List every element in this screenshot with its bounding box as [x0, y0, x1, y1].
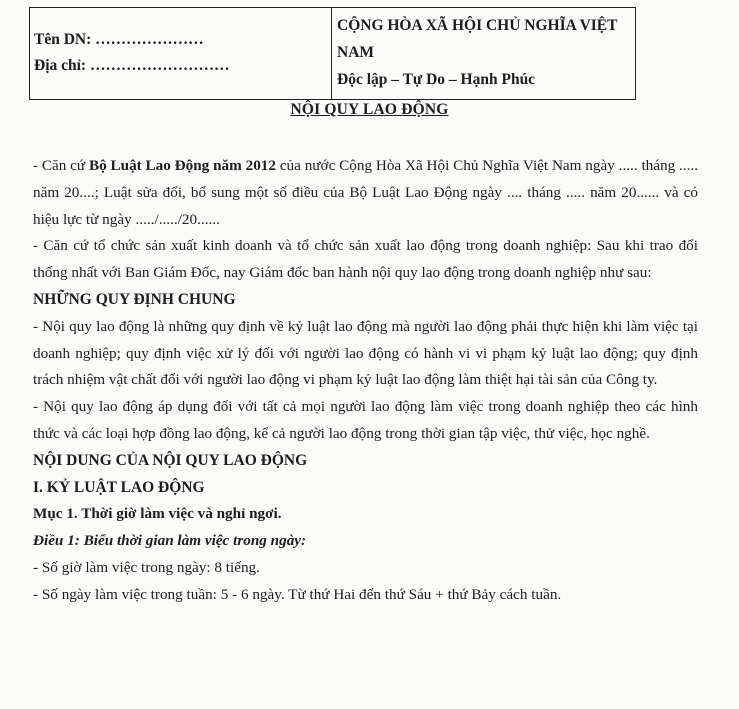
general-paragraph-1: - Nội quy lao động là những quy định về kỷ luật lao động mà người lao động phải thực hiện khi làm việc tại doanh nghiệp; quy định việc xử lý đối với người lao động có hành vi vi phạm kỷ luật lao động; quy định trách nhiệm vật chất đối với người lao động vi phạm kỷ luật lao động làm thiệt hại tài sản của Công ty. — [33, 317, 698, 389]
address-line: Địa chỉ: ……………………… — [34, 57, 230, 74]
document-title: NỘI QUY LAO ĐỘNG — [290, 101, 449, 118]
muc-1-heading: Mục 1. Thời giờ làm việc và nghỉ ngơi. — [33, 505, 282, 523]
republic-title: CỘNG HÒA XÃ HỘI CHỦ NGHĨA VIỆT NAM — [337, 17, 618, 61]
national-motto — [332, 8, 635, 99]
general-heading: NHỮNG QUY ĐỊNH CHUNG — [33, 290, 236, 308]
law-name: Bộ Luật Lao Động năm 2012 — [88, 157, 276, 174]
general-paragraph-2: - Nội quy lao động áp dụng đối với tất cả mọi người lao động làm việc trong doanh nghiệp theo các hình thức và các loại hợp đồng lao động, kể cả người lao động trong thời gian tập việc, thử việc, học nghề. — [33, 398, 698, 442]
header-table — [29, 7, 636, 100]
dieu-1-heading: Điều 1: Biểu thời gian làm việc trong ngày: — [33, 532, 307, 550]
intro-paragraph-1 — [33, 153, 698, 233]
content-heading: NỘI DUNG CỦA NỘI QUY LAO ĐỘNG — [33, 451, 308, 469]
intro-suffix: của nước Cộng Hòa Xã Hội Chủ Nghĩa Việt Nam ngày ..... tháng ..... năm 20....; Luật sửa đổi, bổ sung một số điều của Bộ Luật Lao Động ngày .... tháng ..... năm 20...... và có hiệu lực từ ngày ...../...../20...... — [33, 157, 698, 228]
intro-prefix: - Căn cứ — [33, 157, 89, 174]
list-item-hours: - Số giờ làm việc trong ngày: 8 tiếng. — [33, 558, 260, 576]
motto-line: Độc lập – Tự Do – Hạnh Phúc — [337, 71, 536, 88]
section-1-heading: I. KỶ LUẬT LAO ĐỘNG — [33, 478, 205, 496]
list-item-days: - Số ngày làm việc trong tuần: 5 - 6 ngày. Từ thứ Hai đến thứ Sáu + thứ Bảy cách tuần. — [33, 585, 562, 603]
intro-paragraph-2: - Căn cứ tổ chức sản xuất kinh doanh và tổ chức sản xuất lao động trong doanh nghiệp: Sau khi trao đổi thống nhất với Ban Giám Đốc, nay Giám đốc ban hành nội quy lao động trong doanh nghiệp như sau: — [33, 237, 698, 282]
company-name-line: Tên DN: ………………… — [34, 31, 204, 48]
company-info — [30, 8, 332, 99]
document-body — [33, 153, 698, 609]
